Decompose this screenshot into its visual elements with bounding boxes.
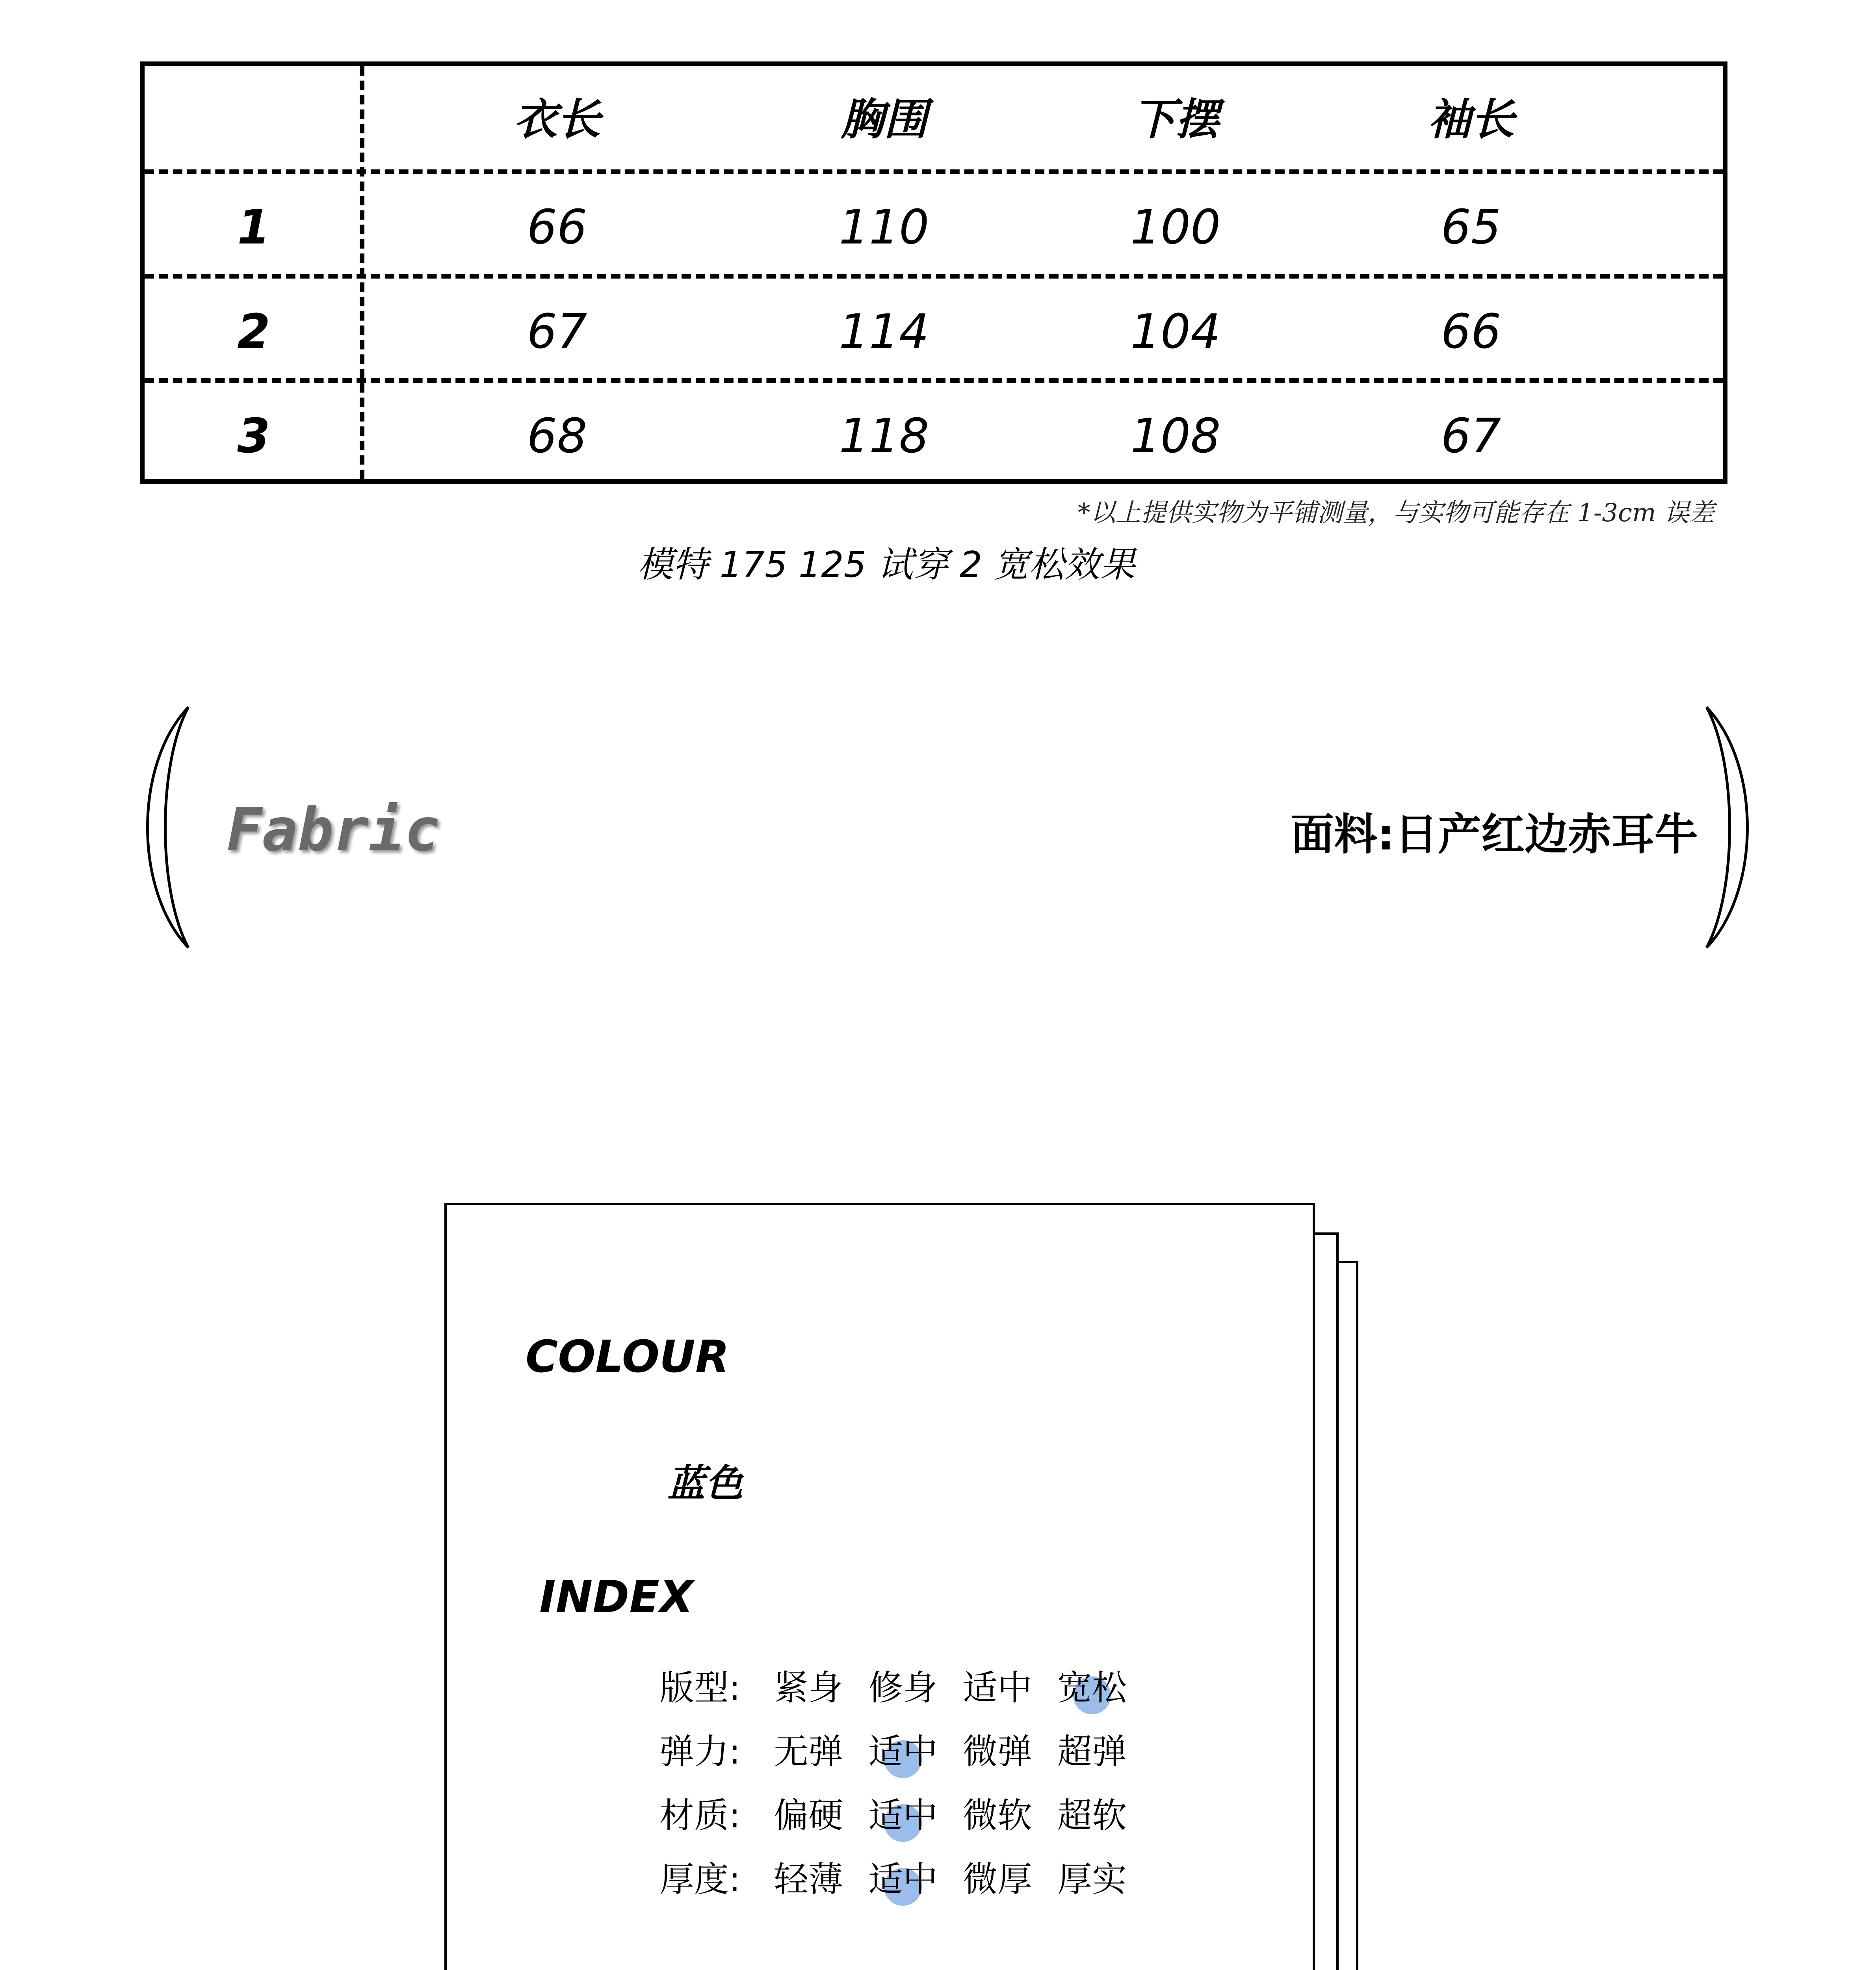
index-option: 修身 xyxy=(868,1667,938,1708)
index-option: 超软 xyxy=(1057,1795,1127,1836)
table-cell: 66 xyxy=(1441,305,1501,359)
table-cell: 65 xyxy=(1441,200,1501,255)
index-option: 微软 xyxy=(963,1795,1033,1836)
colour-value: 蓝色 xyxy=(667,1461,743,1505)
product-info-card xyxy=(444,1203,1315,1970)
model-note: 模特 175 125 试穿 2 宽松效果 xyxy=(637,544,1135,585)
index-row xyxy=(659,1794,1172,1837)
size-table xyxy=(140,61,1727,484)
fabric-title: Fabric xyxy=(227,796,440,864)
index-option: 宽松 xyxy=(1057,1667,1127,1708)
index-option: 紧身 xyxy=(774,1667,843,1708)
measurement-note: *以上提供实物为平铺测量，与实物可能存在 1-3cm 误差 xyxy=(1077,498,1714,528)
index-option: 微弹 xyxy=(963,1731,1033,1772)
index-row xyxy=(659,1730,1172,1773)
size-label: 2 xyxy=(237,305,270,359)
index-row xyxy=(659,1666,1172,1710)
header-length: 衣长 xyxy=(514,94,600,145)
row-divider xyxy=(145,169,1723,174)
table-cell: 108 xyxy=(1130,409,1221,464)
header-sleeve: 袖长 xyxy=(1428,94,1514,145)
index-option: 无弹 xyxy=(774,1731,843,1772)
index-title: INDEX xyxy=(539,1572,694,1623)
header-hem: 下摆 xyxy=(1132,94,1219,145)
index-row xyxy=(659,1858,1172,1901)
index-option: 厚实 xyxy=(1057,1859,1127,1899)
table-cell: 118 xyxy=(839,409,929,464)
index-option: 适中 xyxy=(963,1667,1033,1708)
row-divider xyxy=(145,378,1723,383)
table-cell: 114 xyxy=(839,305,929,359)
index-row-label: 弹力: xyxy=(659,1731,741,1772)
header-chest: 胸围 xyxy=(841,94,927,145)
table-cell: 66 xyxy=(527,200,587,255)
row-divider xyxy=(145,274,1723,279)
index-option: 适中 xyxy=(868,1859,938,1899)
index-option: 适中 xyxy=(868,1731,938,1772)
size-label: 3 xyxy=(237,409,270,464)
index-option: 轻薄 xyxy=(774,1859,843,1899)
table-cell: 100 xyxy=(1130,200,1221,255)
column-divider xyxy=(360,66,364,479)
fabric-value: 面料:日产红边赤耳牛 xyxy=(1291,809,1698,860)
table-cell: 67 xyxy=(527,305,587,359)
size-label: 1 xyxy=(237,200,270,255)
table-cell: 68 xyxy=(527,409,587,464)
index-row-label: 材质: xyxy=(659,1795,741,1836)
index-option: 微厚 xyxy=(963,1859,1033,1899)
colour-title: COLOUR xyxy=(526,1331,730,1383)
index-option: 超弹 xyxy=(1057,1731,1127,1772)
table-cell: 110 xyxy=(839,200,929,255)
index-option: 适中 xyxy=(868,1795,938,1836)
index-row-label: 厚度: xyxy=(659,1859,741,1899)
index-row-label: 版型: xyxy=(659,1667,741,1708)
fabric-section xyxy=(142,705,1753,950)
table-cell: 104 xyxy=(1130,305,1221,359)
index-option: 偏硬 xyxy=(774,1795,843,1836)
table-cell: 67 xyxy=(1441,409,1501,464)
